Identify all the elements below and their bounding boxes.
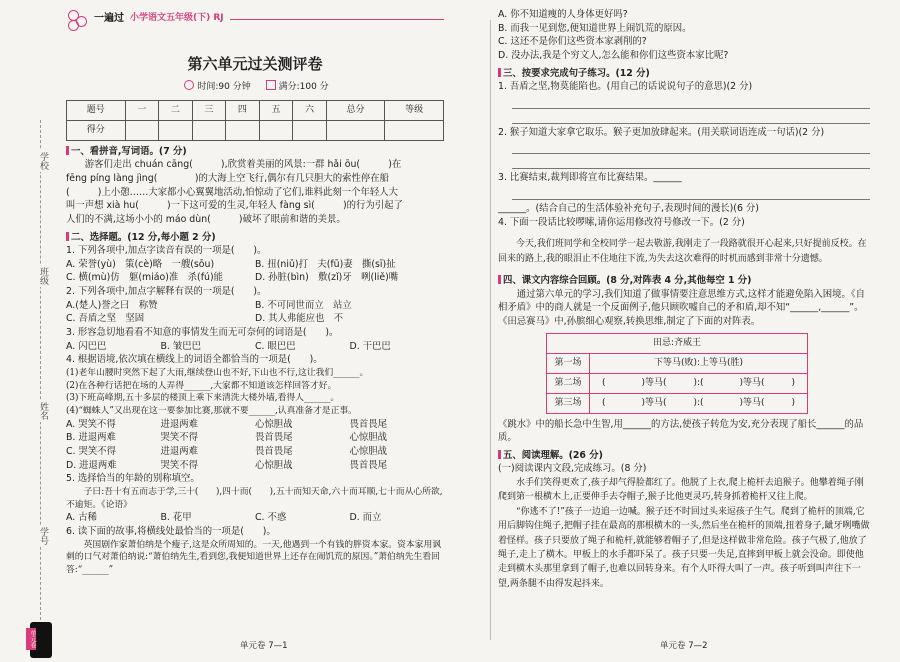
section-1-title: 一、看拼音,写词语。(7 分) <box>66 145 444 159</box>
q4-option-cell: 心惊胆战 <box>349 446 388 458</box>
s5-para-2: “你逃不了!”孩子一边追一边喊。猴子还不时回过头来逗孩子生气。爬到了桅杆的顶端,它用后脚钩住绳子,把帽子挂在最高的那根横木的一头,然后坐在桅杆的顶端,扭着身子,龇牙咧嘴做着怪样。孩子只要放了绳子和桅杆,就能够着帽子了,但是这样做非常危险。孩子气极了,他放了绳子,走上了横木。甲板上的水手都吓呆了。孩子只要一失足,直摔到甲板上就会没命。即使他走到横木头那里拿到了帽子,也难以回转身来。有个人吓得大叫了一声。孩子听到叫声往下一望,两条腿不由得发起抖来。 <box>498 506 870 589</box>
q4-option-cell: 畏首畏尾 <box>349 418 388 430</box>
q5-text: 子曰:吾十有五而志于学,三十( ),四十而( ),五十而知天命,六十而耳顺,七十而从心所欲,不逾矩。《论语》 <box>66 486 443 510</box>
brand-logo: 单元卷 <box>26 622 56 658</box>
q6-option-a: A. 你不知道瘦的人身体更好吗? <box>498 9 628 20</box>
s5-sub: (一)阅读课内文段,完成练习。(8 分) <box>498 463 647 475</box>
s1-line: 人们的不满,这场小小的 máo dùn( )破坏了眼前和谐的美景。 <box>66 213 346 225</box>
q1-options-2: C. 横(mù)仿 躯(miáo)准 杀(fú)能 D. 孙脏(bìn) 敷(zǐ)牙 咧(liě)嘴 <box>66 272 399 284</box>
section-2-title: 二、选择题。(12 分,每小题 2 分) <box>66 231 444 245</box>
q4-option-cell: 心惊胆战 <box>255 418 293 430</box>
score-head-cell: 四 <box>226 100 260 120</box>
q4-option-row <box>66 445 444 459</box>
q4-option-cell: 畏首畏尾 <box>255 432 293 444</box>
q1-options-1: A. 荣誉(yù) 策(cè)略 一艘(sōu) B. 扭(niǔ)打 夫(fū)妻 撕(sī)扯 <box>66 258 396 270</box>
q6-option-b: B. 而我一见到您,便知道世界上闹饥荒的原因。 <box>498 22 692 34</box>
s3-q2: 2. 猴子知道大家拿它取乐。猴子更加放肆起来。(用关联词语连成一句话)(2 分) <box>498 126 825 138</box>
s3-q3-tail: ______。(结合自己的生活体验补充句子,表现时间的漫长)(6 分) <box>498 203 759 214</box>
page-title: 第六单元过关测评卷 <box>187 55 323 73</box>
q6: 6. 读下面的故事,将横线处最恰当的一项是( )。 <box>66 526 276 538</box>
series-name: 一遍过 <box>94 12 124 24</box>
q4-option-row <box>66 418 444 432</box>
q3: 3. 形容急切地看看不知意的事情发生而无可奈何的词语是( )。 <box>66 326 339 338</box>
s3-q4: 4. 下面一段话比较啰嗦,请你运用修改符号修改一下。(2 分) <box>498 216 745 228</box>
q4-option-cell: 畏首畏尾 <box>255 446 293 458</box>
score-head-cell: 题号 <box>67 100 126 120</box>
s5-para-1: 水手们笑得更欢了,孩子却气得脸都红了。他脱了上衣,爬上桅杆去追猴子。他攀着绳子刚爬到第一根横木上,正要伸手去夺帽子,猴子比他更灵巧,转身抓着桅杆又往上爬。 <box>498 478 864 503</box>
score-head-cell: 总分 <box>326 100 385 120</box>
s1-line: 叫一声想 xià hu( )一下这可爱的生灵,年轻人 fàng sì( )的行为引起了 <box>66 200 403 212</box>
exam-meta: 时间:90 分钟 满分:100 分 <box>66 80 444 94</box>
left-column <box>66 8 444 577</box>
q4-option-cell: A. 哭笑不得 <box>66 418 116 430</box>
q4-option-cell: D. 进退两难 <box>66 459 117 471</box>
section-5-title: 五、阅读理解。(26 分) <box>498 449 870 463</box>
margin-label-id: 学号 <box>36 525 49 547</box>
q4-options <box>66 418 444 473</box>
q2-options-1: A.(楚人)誉之曰 称赞 B. 不可同世而立 站立 <box>66 299 352 311</box>
flower-icon <box>66 8 94 30</box>
q4-option-cell: 心惊胆战 <box>349 432 388 444</box>
q4: 4. 根据语境,依次填在横线上的词语全都恰当的一项是( )。 <box>66 354 323 366</box>
grade-label: 小学语文五年级(下) RJ <box>130 13 224 24</box>
margin-label-name: 姓名 <box>36 400 49 422</box>
s1-line: fēng píng làng jìng( )的大海上空飞行,偶尔有几只胆大的索性停在船 <box>66 173 389 185</box>
s1-line: ( )上小憩……大家都小心翼翼地活动,怕惊动了它们,谁料此刻一个年轻人大 <box>66 186 399 198</box>
q4-option-row <box>66 431 444 445</box>
section-4-title: 四、课文内容综合回顾。(8 分,对阵表 4 分,其他每空 1 分) <box>498 274 870 288</box>
s4-end: 《跳水》中的船长急中生智,用______的方法,使孩子转危为安,充分表现了船长______的品质。 <box>498 418 864 444</box>
column-divider <box>490 20 491 640</box>
q4-option-cell: 进退两难 <box>160 418 199 430</box>
s3-q3: 3. 比赛结束,裁判即将宣布比赛结果。______ <box>498 172 682 184</box>
score-head-cell: 六 <box>293 100 327 120</box>
score-head-cell: 一 <box>125 100 159 120</box>
q4-option-cell: 哭笑不得 <box>160 432 199 444</box>
q4-option-cell: 进退两难 <box>160 446 199 458</box>
q5: 5. 选择恰当的年龄的别称填空。 <box>66 473 200 485</box>
q6-option-d: D. 没办法,我是个穷文人,怎么能和你们这些资本家比呢? <box>498 49 729 61</box>
section-3-title: 三、按要求完成句子练习。(12 分) <box>498 67 870 81</box>
score-head-cell: 二 <box>159 100 193 120</box>
section-1-body <box>66 158 444 226</box>
s3-q1: 1. 吾盾之坚,物莫能陷也。(用自己的话说说句子的意思)(2 分) <box>498 81 753 93</box>
s1-line: 游客们走出 chuán cāng( ),欣赏着美丽的风景:一群 hǎi ōu( )在 <box>84 159 402 171</box>
q4-option-cell: 畏首畏尾 <box>349 459 388 471</box>
q4-option-cell: C. 哭笑不得 <box>66 446 117 458</box>
score-table: 题号 一 二 三 四 五 六 总分 等级 得分 <box>66 100 444 141</box>
margin-label-school: 学校 <box>36 150 49 172</box>
s3-q4-passage: 今天,我们班同学和全校同学一起去敬游,我刚走了一段路就很开心起来,只好提前反校。在回来的路上,我的眼泪止不住地往下流,为失去这次难得的时机而感到非常十分遗憾。 <box>498 239 867 264</box>
margin-label-class: 班级 <box>36 265 49 287</box>
q1: 1. 下列各项中,加点字读音有误的一项是( )。 <box>66 245 267 257</box>
q4-option-cell: 心惊胆战 <box>255 459 293 471</box>
right-column <box>498 8 870 591</box>
q6-text: 英国剧作家萧伯纳是个瘦子,这是众所周知的。一天,他遇到一个有钱的胖资本家。资本家用讽刺的口气对萧伯纳说:“萧伯纳先生,看到您,我便知道世界上还存在闹饥荒的原因。”萧伯纳先生看回答:“______” <box>66 539 442 576</box>
s4-text: 通过第六单元的学习,我们知道了做事情要注意思维方式,这样才能避免陷入困境。《自相矛盾》中的商人就是一个反面例子,他只顾吹嘘自己的矛和盾,却不知“______,______”。《田忌赛马》中,孙膑细心观察,转换思维,制定了下面的对阵表。 <box>498 288 865 327</box>
q4-option-cell: B. 进退两难 <box>66 432 116 444</box>
score-head-cell: 三 <box>192 100 226 120</box>
q3-options: A. 闪巴巴 B. 皱巴巴 C. 眼巴巴 D. 干巴巴 <box>66 340 391 352</box>
q4-option-cell: 哭笑不得 <box>160 459 199 471</box>
q5-options: A. 古稀 B. 花甲 C. 不惑 D. 而立 <box>66 512 382 524</box>
binding-margin <box>0 0 62 662</box>
footer-right: 单元卷 7—2 <box>660 641 708 651</box>
q2: 2. 下列各项中,加点字解释有误的一项是( )。 <box>66 286 267 298</box>
match-table: 田忌:齐威王 第一场 下等马(败):上等马(胜) 第二场 ( )等马( ):( )等马( ) 第三场 ( )等马( ):( )等马( ) <box>546 333 808 414</box>
checkbox-icon <box>266 80 276 90</box>
score-head-cell: 等级 <box>385 100 444 120</box>
q2-options-2: C. 吾盾之坚 坚固 D. 其人弗能应也 不 <box>66 313 344 325</box>
q6-option-c: C. 这还不是你们这些资本家剥削的? <box>498 36 647 48</box>
q4-sentences: (1)老年山腰时突然下起了大雨,继续登山也不好,下山也不行,这让我们______。 (2)在各种行话把在场的人弄得______,大家都不知道该怎样回答才好。 (3)下班高峰期,五十多层的楼顶上乘下来清洗大楼外墙,看得人______。 (4)“蜘蛛人”又出现在这一要参加比赛,那就不要______,认真准备才是正事。 <box>66 367 369 417</box>
page-header <box>66 8 444 30</box>
q4-option-row <box>66 459 444 473</box>
score-head-cell: 五 <box>259 100 293 120</box>
footer-left: 单元卷 7—1 <box>240 641 288 651</box>
clock-icon <box>184 80 194 90</box>
